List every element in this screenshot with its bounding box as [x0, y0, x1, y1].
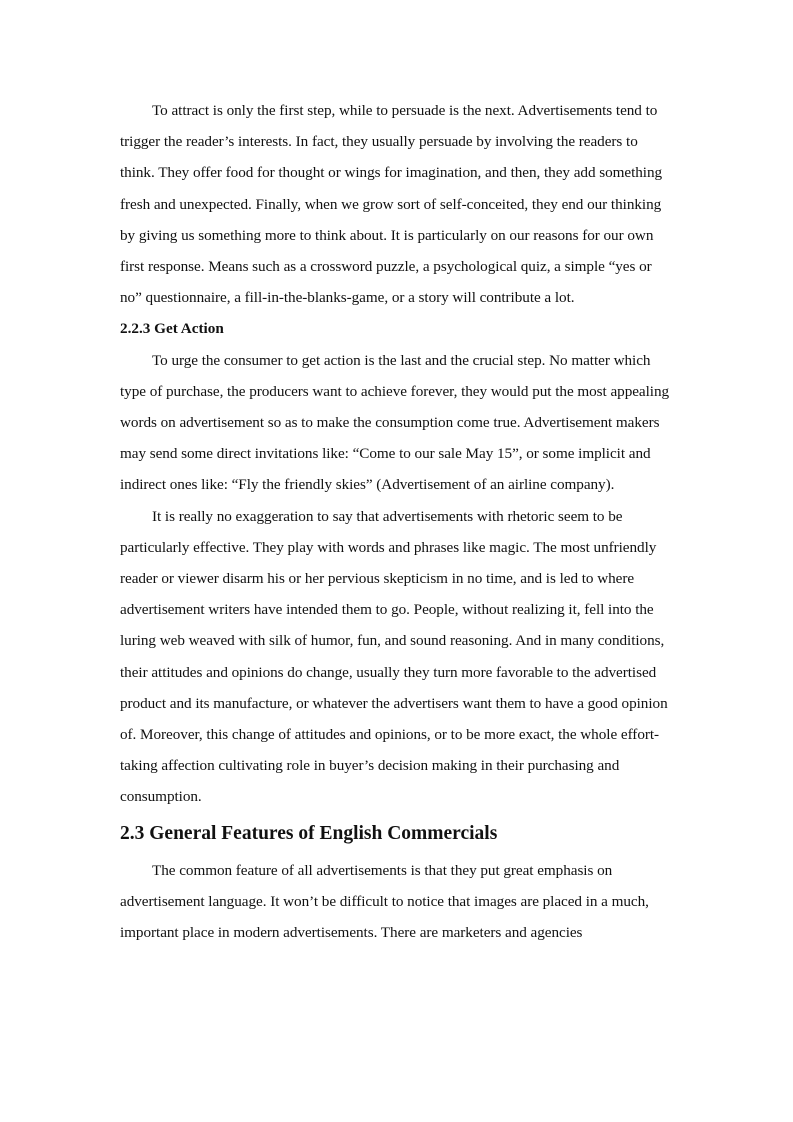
body-paragraph: The common feature of all advertisements is that they put great emphasis on advertisement language. It won’t be difficult to notice that images are placed in a much, important place in modern advertisements. There are marketers and agencies	[120, 861, 649, 942]
page-body	[120, 95, 676, 948]
section-heading: 2.3 General Features of English Commercials	[120, 822, 498, 844]
body-paragraph: To urge the consumer to get action is the last and the crucial step. No matter which type of purchase, the producers want to achieve forever, they would put the most appealing words on advertisement so as to make the consumption come true. Advertisement makers may send some direct invitations like: “Come to our sale May 15”, or some implicit and indirect ones like: “Fly the friendly skies” (Advertisement of an airline company).	[120, 351, 670, 494]
subsection-heading: 2.2.3 Get Action	[120, 320, 224, 338]
body-paragraph: To attract is only the first step, while to persuade is the next. Advertisements tend to trigger the reader’s interests. In fact, they usually persuade by involving the readers to think. They offer food for thought or wings for imagination, and then, they add something fresh and unexpected. Finally, when we grow sort of self-conceited, they end our thinking by giving us something more to think about. It is particularly on our reasons for our own first response. Means such as a crossword puzzle, a psychological quiz, a simple “yes or no” questionnaire, a fill-in-the-blanks-game, or a story will contribute a lot.	[120, 102, 663, 307]
body-paragraph: It is really no exaggeration to say that advertisements with rhetoric seem to be particularly effective. They play with words and phrases like magic. The most unfriendly reader or viewer disarm his or her pervious skepticism in no time, and is led to where advertisement writers have intended them to go. People, without realizing it, fell into the luring web weaved with silk of humor, fun, and sound reasoning. And in many conditions, their attitudes and opinions do change, usually they turn more favorable to the advertised product and its manufacture, or whatever the advertisers want them to have a good opinion of. Moreover, this change of attitudes and opinions, or to be more exact, the whole effort-taking affection cultivating role in buyer’s decision making in their purchasing and consumption.	[120, 507, 668, 806]
